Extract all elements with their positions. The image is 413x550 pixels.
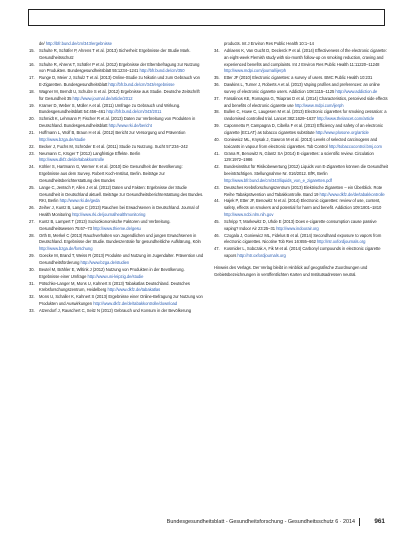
reference-link[interactable]: http://www.bfr.bund.de/cm/343/liquids_von_e_zigaretten.pdf (224, 177, 332, 183)
reference-text: Kosmider L, Sobczak A, Fik M et al. (2014) Carbonyl compounds in electronic cigarette vapors (224, 246, 381, 259)
reference-item (29, 205, 204, 219)
reference-text: Neumann C, Krüger T (2012) Langfristige Effekte. Berlin (39, 150, 141, 156)
reference-number: 27. (29, 218, 35, 224)
reference-column-left (29, 41, 204, 315)
reference-item (29, 103, 204, 117)
reference-link[interactable]: http://www.dkfz.de/de/tabakkontrolle (319, 191, 385, 197)
reference-number: 43. (214, 184, 220, 190)
reference-text: Etter JF (2010) Electronic cigarettes: a survey of users. BMC Public Health 10:231 (224, 75, 373, 81)
reference-link[interactable]: http://www.thelancet.com/article (316, 116, 375, 122)
reference-number: 35. (214, 75, 220, 81)
reference-link[interactable]: http://ntr.oxfordjournals.org (237, 253, 286, 259)
reference-number: 29. (29, 253, 35, 259)
reference-column-right (214, 41, 389, 283)
reference-text: Dawkins L, Turner J, Roberts A et al. (2013) Vaping profiles and preferences: an online survey of electronic cigarette users. Addiction 108:1115–1125 (224, 82, 380, 94)
header-bar (28, 9, 385, 26)
reference-item (214, 198, 389, 219)
reference-number: 45. (214, 218, 220, 224)
reference-number: 39. (214, 123, 220, 129)
reference-number: 20. (29, 116, 35, 122)
reference-link[interactable]: http://www.mdpi.com/ijerph (294, 102, 344, 108)
reference-number: 46. (214, 232, 220, 238)
reference-link[interactable]: http://bfr.bund.de/cm/343/ergebnisse (108, 82, 175, 88)
reference-number: 42. (214, 164, 220, 170)
reference-link[interactable]: http://www.plosone.org/article (315, 129, 369, 135)
reference-item (214, 82, 389, 96)
reference-link[interactable]: http://www.dkfz.de/de/tabakkontrolle/download (93, 301, 178, 307)
reference-item (29, 294, 204, 308)
reference-text: Zeiher J, Kuntz B, Lange C (2013) Rauchen bei Erwachsenen in Deutschland. Journal of Health Monitoring (39, 205, 199, 218)
reference-text: Atzendorf J, Rauschert C, Seitz N (2012) Gebrauch und Konsum in der Bevölkerung (39, 307, 192, 313)
reference-item (214, 75, 389, 82)
reference-number: 41. (214, 150, 220, 156)
reference-text: Lange C, Jentsch F, Allen J et al. (2012) Daten und Fakten: Ergebnisse der Studie Gesundheit in Deutschland aktuell. Beiträge zur Gesundheitsberichterstattung des Bundes. RKI, Berlin (39, 184, 204, 204)
reference-number: 16. (29, 61, 35, 67)
reference-text: Adriaens K, Van Gucht D, Declerck P et al. (2014) Effectiveness of the electronic cigarette: an eight-week Flemish study with six-month follow-up on smoking reduction, craving and experienced benefits and complaints. Int J Environ Res Public Health 11:11220–11248 (224, 47, 387, 67)
reference-item (29, 164, 204, 185)
reference-text: Kramer D, Weber S, Müller A et al. (2011) Umfrage zu Gebrauch und Wirkung. Bundesgesundheitsblatt 54:456–461 (39, 102, 181, 115)
reference-number: 22. (29, 143, 35, 149)
reference-text: Grana R, Benowitz N, Glantz SA (2014) E-cigarettes: a scientific review. Circulation 129:1972–1986 (224, 150, 374, 163)
reference-text: Schmidt K, Lehmann P, Fischer R et al. (2013) Daten zur Verbreitung von Produkten in Deutschland. Bundesgesundheitsblatt (39, 116, 196, 129)
reference-number: 38. (214, 109, 220, 115)
reference-number: 28. (29, 232, 35, 238)
reference-link[interactable]: http://ntr.oxfordjournals.org (317, 239, 366, 245)
reference-item (214, 123, 389, 137)
reference-text: products. Int J Environ Res Public Health 10:1–14 (224, 41, 314, 46)
reference-link[interactable]: http://bfr.bund.de/cm/350 (139, 68, 185, 74)
reference-item (29, 48, 204, 62)
reference-item (29, 130, 204, 144)
reference-number: 30. (29, 266, 35, 272)
reference-number: 40. (214, 136, 220, 142)
reference-number: 33. (29, 307, 35, 313)
reference-text: Schulte R, Schäfer P, Ahrens T et al. (2013) Sicherheit: Ergebnisse der Studie Mark. Gesundheitsschutz (39, 47, 191, 60)
reference-number: 24. (29, 164, 35, 170)
reference-text: Deutsches Krebsforschungszentrum (2013) Elektrische Zigaretten – ein Überblick. Rote Reihe Tabakprävention und Tabakkontrolle. Band 19 (224, 184, 383, 197)
reference-link[interactable]: http://www.ncbi.nlm.nih.gov (224, 212, 274, 218)
reference-item (214, 41, 389, 48)
reference-item (214, 233, 389, 247)
reference-link[interactable]: http://www.rki.de/geda (59, 198, 100, 204)
reference-text: Runge D, Meier J, Schulz T et al. (2013) Online-Studie zu Nikotin und zum Gebrauch von E-Zigaretten. Bundesgesundheitsblatt (39, 75, 200, 88)
reference-text: Beutel M, Brähler E, Wiltink J (2012) Nutzung von Produkten in der Bevölkerung. Ergebnisse einer Umfrage (39, 266, 185, 279)
reference-link[interactable]: http://www.rki.de/bericht (108, 123, 152, 129)
reference-link[interactable]: http://www.bzga.de/studien (80, 260, 130, 265)
reference-item (214, 96, 389, 110)
reference-item (214, 137, 389, 151)
reference-text: Farsalinos KE, Romagna G, Tsiapras D et al. (2014) Characteristics, perceived side effects and benefits of electronic cigarette use (224, 95, 388, 108)
reference-text: Kuntz B, Lampert T (2013) Sozioökonomische Faktoren und Verbreitung. Gesundheitswesen 75:67–73 (39, 218, 171, 231)
reference-item (29, 144, 204, 151)
reference-number: 19. (29, 102, 35, 108)
reference-number: 44. (214, 198, 220, 204)
reference-link[interactable]: http://www.addiction.de (335, 88, 378, 94)
reference-text: Schulte R, Ahrens T, Schäfer P et al. (2012) Ergebnisse der Elternbefragung zur Nutzung von Produkten. Bundesgesundheitsblatt 55:1234–1241 (39, 61, 200, 74)
footer-divider (359, 518, 360, 526)
reference-item (214, 48, 389, 75)
reference-text: de/ (39, 41, 45, 46)
reference-item (29, 62, 204, 76)
reference-item (29, 41, 204, 48)
reference-number: 15. (29, 47, 35, 53)
reference-text: Hoffmann L, Wolf B, Braun H et al. (2012) Bericht zur Versorgung und Prävention (39, 129, 186, 135)
reference-link[interactable]: http://www.uni-leipzig.de/studie (87, 273, 144, 279)
reference-item (214, 246, 389, 260)
reference-link[interactable]: http://bfr.bund.de/cm/343/ergebnisse (45, 41, 112, 46)
publisher-note: Hinweis des Verlags. Der Verlag bleibt in Hinblick auf geografische Zuordnungen und Gebietsbezeichnungen in veröffentlichten Karten und Institutsadressen neutral. (214, 265, 368, 277)
reference-link[interactable]: http://bfr.bund.de/cm/343/2011 (106, 109, 162, 115)
reference-number: 47. (214, 246, 220, 252)
reference-text: Becker J, Fuchs M, Schröder E et al. (2011) Studie zu Nutzung. Sucht 57:234–242 (39, 143, 188, 149)
reference-link[interactable]: http://www.bzga.de/studie (39, 136, 86, 142)
reference-item (29, 233, 204, 254)
reference-text: Bullen C, Howe C, Laugesen M et al. (2013) Electronic cigarettes for smoking cessation: a randomised controlled trial. Lancet 382:1629–1637 (224, 109, 387, 122)
reference-link[interactable]: http://www.thieme.de/gesu (93, 225, 141, 231)
reference-link[interactable]: http://tobaccocontrol.bmj.com (328, 143, 382, 149)
reference-number: 37. (214, 95, 220, 101)
reference-link[interactable]: http://www.journal.de/article/2012 (72, 95, 133, 101)
reference-text: Köhler S, Hartmann G, Werner K et al. (2010) Die Gesundheit der Bevölkerung: Ergebnisse aus dem Survey. Robert Koch-Institut, Berlin. Beiträge zur Gesundheitsberichterstattung des Bundes (39, 164, 183, 183)
reference-item (29, 219, 204, 233)
reference-number: 25. (29, 184, 35, 190)
reference-item (29, 75, 204, 89)
reference-item (214, 164, 389, 185)
reference-number: 32. (29, 294, 35, 300)
reference-item (214, 151, 389, 165)
reference-number: 23. (29, 150, 35, 156)
reference-link[interactable]: http://www.dkfz.de/tabakatlas (107, 287, 161, 293)
reference-item (214, 109, 389, 123)
journal-citation: Bundesgesundheitsblatt - Gesundheitsforschung - Gesundheitsschutz 6 · 2014 (166, 519, 355, 525)
reference-text: Mons U, Schaller K, Kahnert S (2013) Ergebnisse einer Online-Befragung zur Nutzung von Produkten und Auswirkungen (39, 294, 203, 307)
reference-text: Wagner M, Berndt U, Schulze S et al. (2012) Ergebnisse aus Studie. Deutsche Zeitschrift für Gesundheit 35 (39, 88, 200, 101)
reference-text: Hajek P, Etter JF, Benowitz N et al. (2014) Electronic cigarettes: review of use, content, safety, effects on smokers and potential for harm and benefit. Addiction 109:1801–1810 (224, 198, 382, 211)
reference-text: Czogala J, Goniewicz ML, Fidelus B et al. (2014) Secondhand exposure to vapors from electronic cigarettes. Nicotine Tob Res 16:655–662 (224, 232, 382, 245)
reference-item (214, 185, 389, 199)
reference-number: 36. (214, 82, 220, 88)
reference-link[interactable]: http://www.mdpi.com/journal/ijerph (224, 68, 287, 74)
reference-item (214, 219, 389, 233)
reference-link[interactable]: http://www.rki.de/journalhealthmonitoring (72, 212, 146, 218)
reference-item (29, 253, 204, 267)
page-number: 961 (374, 518, 385, 525)
reference-item (29, 281, 204, 295)
reference-item (29, 151, 204, 165)
reference-item (29, 89, 204, 103)
reference-link[interactable]: http://www.bzga.de/forschung (39, 246, 93, 252)
reference-item (29, 116, 204, 130)
page-footer (28, 516, 385, 528)
reference-number: 18. (29, 88, 35, 94)
reference-text: Caponnetto P, Campagna D, Cibella F et al. (2013) Efficiency and safety of an electronic cigarette (ECLAT) as tobacco cigarettes substitute (224, 123, 384, 135)
reference-item (29, 308, 204, 315)
reference-number: 21. (29, 129, 35, 135)
reference-text: Schripp T, Markewitz D, Uhde E (2013) Does e-cigarette consumption cause passive vaping? Indoor Air 23:25–31 (224, 218, 377, 231)
reference-text: Pötschke-Langer M, Mons U, Kahnert S (2013) Tabakatlas Deutschland. Deutsches Krebsforschungszentrum, Heidelberg (39, 280, 190, 293)
reference-number: 17. (29, 75, 35, 81)
reference-number: 26. (29, 205, 35, 211)
reference-text: Goniewicz ML, Knysak J, Gawron M et al. (2013) Levels of selected carcinogens and toxicants in vapour from electronic cigarettes. Tob Control (224, 136, 378, 149)
reference-text: Bundesinstitut für Risikobewertung (2012) Liquids von E-Zigaretten können die Gesundheit beeinträchtigen. Stellungnahme Nr. 016/2012. BfR, Berlin (224, 164, 389, 177)
reference-number: 31. (29, 280, 35, 286)
reference-text: Orth B, Merkel C (2013) Rauchverhalten von Jugendlichen und jungen Erwachsenen in Deutschland. Ergebnisse der Studie. Bundeszentrale für gesundheitliche Aufklärung, Köln (39, 232, 201, 245)
reference-item (29, 267, 204, 281)
reference-text: Goecke M, Brand T, Weiss R (2013) Produkte und Nutzung im Jugendalter. Prävention und Gesundheitsförderung (39, 253, 204, 265)
reference-link[interactable]: http://www.indoorair.org (276, 225, 319, 231)
reference-item (29, 185, 204, 206)
reference-link[interactable]: http://www.dkfz.de/de/tabakkontrolle (39, 157, 105, 163)
reference-number: 34. (214, 47, 220, 53)
